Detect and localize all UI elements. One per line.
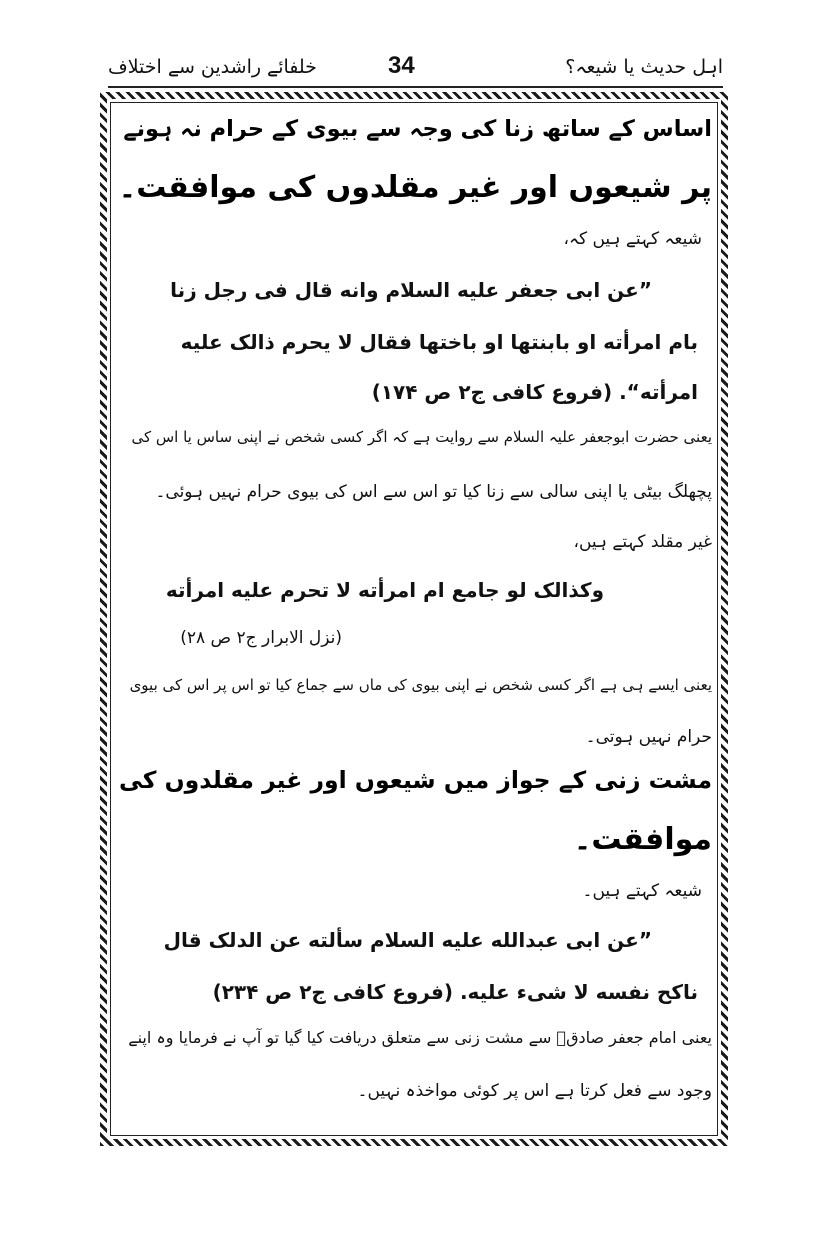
text-line: وجود سے فعل کرتا ہے اس پر کوئی مواخذہ نہیں۔ (357, 1081, 712, 1101)
heading-line: موافقت۔ (573, 822, 712, 857)
text-line: شیعہ کہتے ہیں کہ، (563, 229, 702, 249)
page-body (116, 108, 712, 1128)
arabic-line: بام امرأته او بابنتها او باختها فقال لا یحرم ذالک علیه (180, 330, 698, 354)
book-title: اہل حدیث یا شیعہ؟ (565, 56, 723, 78)
page-number: 34 (388, 52, 415, 79)
reference-line: (نزل الابرار ج۲ ص ۲۸) (180, 628, 342, 648)
text-line: یعنی ایسے ہی ہے اگر کسی شخص نے اپنی بیوی کی ماں سے جماع کیا تو اس پر اس کی بیوی (129, 676, 712, 694)
heading-line: اساس کے ساتھ زنا کی وجہ سے بیوی کے حرام نہ ہونے (123, 116, 712, 142)
text-line: یعنی امام جعفر صادقؒ سے مشت زنی سے متعلق دریافت کیا گیا تو آپ نے فرمایا وہ اپنے (128, 1028, 712, 1047)
arabic-line: ناکح نفسه لا شیء علیه. (فروع کافی ج۲ ص ۲۳۴) (212, 980, 698, 1004)
heading-line: مشت زنی کے جواز میں شیعوں اور غیر مقلدوں کی (118, 766, 712, 794)
text-line: حرام نہیں ہوتی۔ (585, 727, 712, 747)
arabic-line: ”عن ابی عبدالله علیه السلام سألته عن الدلک قال (163, 928, 652, 952)
text-line: یعنی حضرت ابوجعفر علیہ السلام سے روایت ہے کہ اگر کسی شخص نے اپنی ساس یا اس کی (131, 428, 712, 446)
arabic-line: ”عن ابی جعفر علیه السلام وانه قال فی رجل زنا (170, 278, 652, 302)
page-header (108, 50, 723, 86)
heading-line: پر شیعوں اور غیر مقلدوں کی موافقت۔ (118, 170, 712, 205)
arabic-line: امرأته“. (فروع کافی ج۲ ص ۱۷۴) (371, 380, 698, 404)
header-rule (108, 86, 723, 88)
chapter-title: خلفائے راشدین سے اختلاف (108, 56, 317, 78)
text-line: پچھلگ بیٹی یا اپنی سالی سے زنا کیا تو اس سے اس کی بیوی حرام نہیں ہوئی۔ (155, 482, 712, 502)
arabic-line: وکذالک لو جامع ام امرأته لا تحرم علیه امرأته (165, 578, 604, 602)
text-line: شیعہ کہتے ہیں۔ (582, 881, 702, 901)
text-line: غیر مقلد کہتے ہیں، (573, 532, 712, 552)
